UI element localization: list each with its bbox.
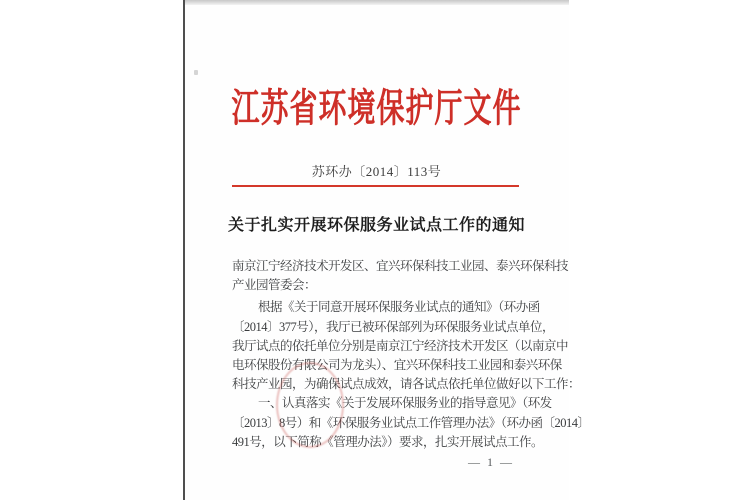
body-line: 〔2013〕8号）和《环保服务业试点工作管理办法》（环办函〔2014〕 bbox=[232, 415, 590, 430]
body-line: 电环保股份有限公司为龙头）、宜兴环保科技工业园和泰兴环保 bbox=[232, 357, 562, 372]
document-body bbox=[232, 257, 590, 452]
body-line: 根据《关于同意开展环保服务业试点的通知》（环办函 bbox=[258, 300, 540, 315]
page-fold-line bbox=[183, 0, 185, 500]
body-line: 科技产业园，为确保试点成效，请各试点依托单位做好以下工作： bbox=[232, 377, 581, 392]
body-line: 产业园管委会： bbox=[232, 278, 317, 293]
seal-stamp-bleedthrough bbox=[276, 362, 344, 448]
document-page bbox=[184, 0, 590, 500]
scan-artifact bbox=[194, 70, 198, 75]
red-divider-line bbox=[232, 185, 519, 187]
agency-letterhead-title: 江苏省环境保护厅文件 bbox=[231, 87, 522, 132]
body-line: 491号，以下简称《管理办法》）要求，扎实开展试点工作。 bbox=[232, 434, 544, 449]
body-line: 南京江宁经济技术开发区、宜兴环保科技工业园、泰兴环保科技 bbox=[232, 259, 569, 273]
body-line: 一、认真落实《关于发展环保服务业的指导意见》（环发 bbox=[258, 396, 552, 411]
page-number: — 1 — bbox=[468, 455, 514, 469]
body-line: 〔2014〕377号），我厅已被环保部列为环保服务业试点单位， bbox=[232, 319, 555, 334]
page-top-edge bbox=[184, 0, 569, 5]
body-line: 我厅试点的依托单位分别是南京江宁经济技术开发区（以南京中 bbox=[232, 338, 569, 353]
document-title: 关于扎实开展环保服务业试点工作的通知 bbox=[227, 217, 525, 234]
document-number: 苏环办〔2014〕113号 bbox=[311, 164, 442, 179]
